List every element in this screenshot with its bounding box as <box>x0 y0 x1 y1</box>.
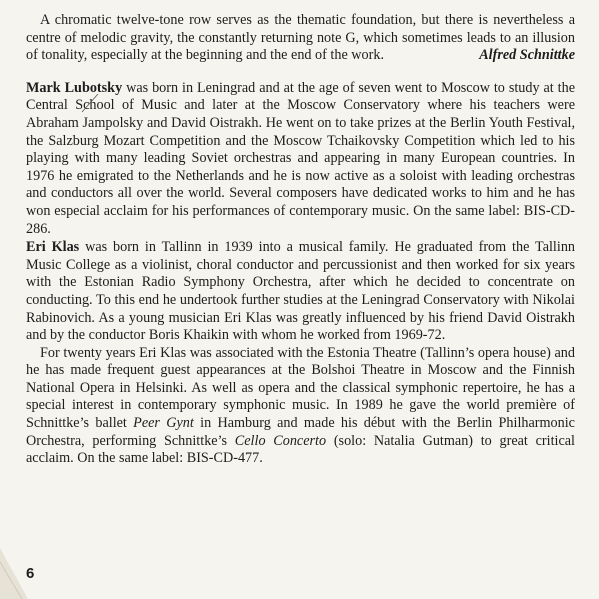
klas-career-paragraph <box>26 345 575 468</box>
klas-career-text-b: in Hamburg and made his début with the Berlin Philharmonic Orchestra, performing Schnittke’s <box>26 415 575 449</box>
page-corner-fold <box>0 548 28 599</box>
klas-biography <box>26 239 575 345</box>
klas-career-text-c: (solo: Natalia Gutman) to great critical acclaim. On the same label: BIS-CD-477. <box>26 432 575 467</box>
klas-text: was born in Tallinn in 1939 into a musical family. He graduated from the Tallinn Music College as a violinist, choral conductor and percussionist and then worked for six years with the Estonian Radio Symphony Orchestra, after which he decided to concentrate on conducting. To this end he undertook further studies at the Leningrad Conservatory with Nikolai Rabinovich. As a young musician Eri Klas was greatly influenced by his friend David Oistrakh and by the conductor Boris Khaikin with whom he worked from 1969-72. <box>26 239 576 344</box>
lubotsky-biography <box>26 80 575 238</box>
spacer <box>26 65 575 80</box>
klas-name: Eri Klas <box>26 239 80 256</box>
klas-career-text-a: For twenty years Eri Klas was associated with the Estonia Theatre (Tallinn’s opera house) and he has made frequent guest appearances at the Bolshoi Theatre in Moscow and the Finnish National Opera in Helsinki. As well as opera and the classical symphonic repertoire, he has a special interest in contemporary symphonic music. In 1989 he gave the world première of Schnittke’s ballet <box>26 344 575 432</box>
text-column <box>26 12 575 468</box>
lubotsky-name: Mark Lubotsky <box>26 79 123 96</box>
quote-text: A chromatic twelve-tone row serves as the thematic foundation, but there is nevertheless a centre of melodic gravity, the constantly returning note G, which sometimes leads to an illusion of tonality, especially at the beginning and the end of the work. <box>26 12 575 64</box>
pen-scratch-mark <box>78 92 100 118</box>
page-number: 6 <box>26 565 35 582</box>
quote-author: Alfred Schnittke <box>479 47 575 64</box>
lubotsky-text: was born in Leningrad and at the age of seven went to Moscow to study at the Central School of Music and later at the Moscow Conservatory where his teachers were Abraham Jampolsky and David Oistrakh. He went on to take prizes at the Berlin Youth Festival, the Salzburg Mozart Competition and the Moscow Tchaikovsky Competition which led to his playing with many leading Soviet orchestras and appearing in many European countries. In 1976 he emigrated to the Netherlands and he is now active as a soloist with leading orchestras and conductors all over the world. Several composers have dedicated works to him and he has won especial acclaim for his performances of contemporary music. On the same label: BIS-CD-286. <box>26 79 575 237</box>
work-title-cello-concerto: Cello Concerto <box>234 432 327 449</box>
work-title-peer-gynt: Peer Gynt <box>133 415 194 432</box>
